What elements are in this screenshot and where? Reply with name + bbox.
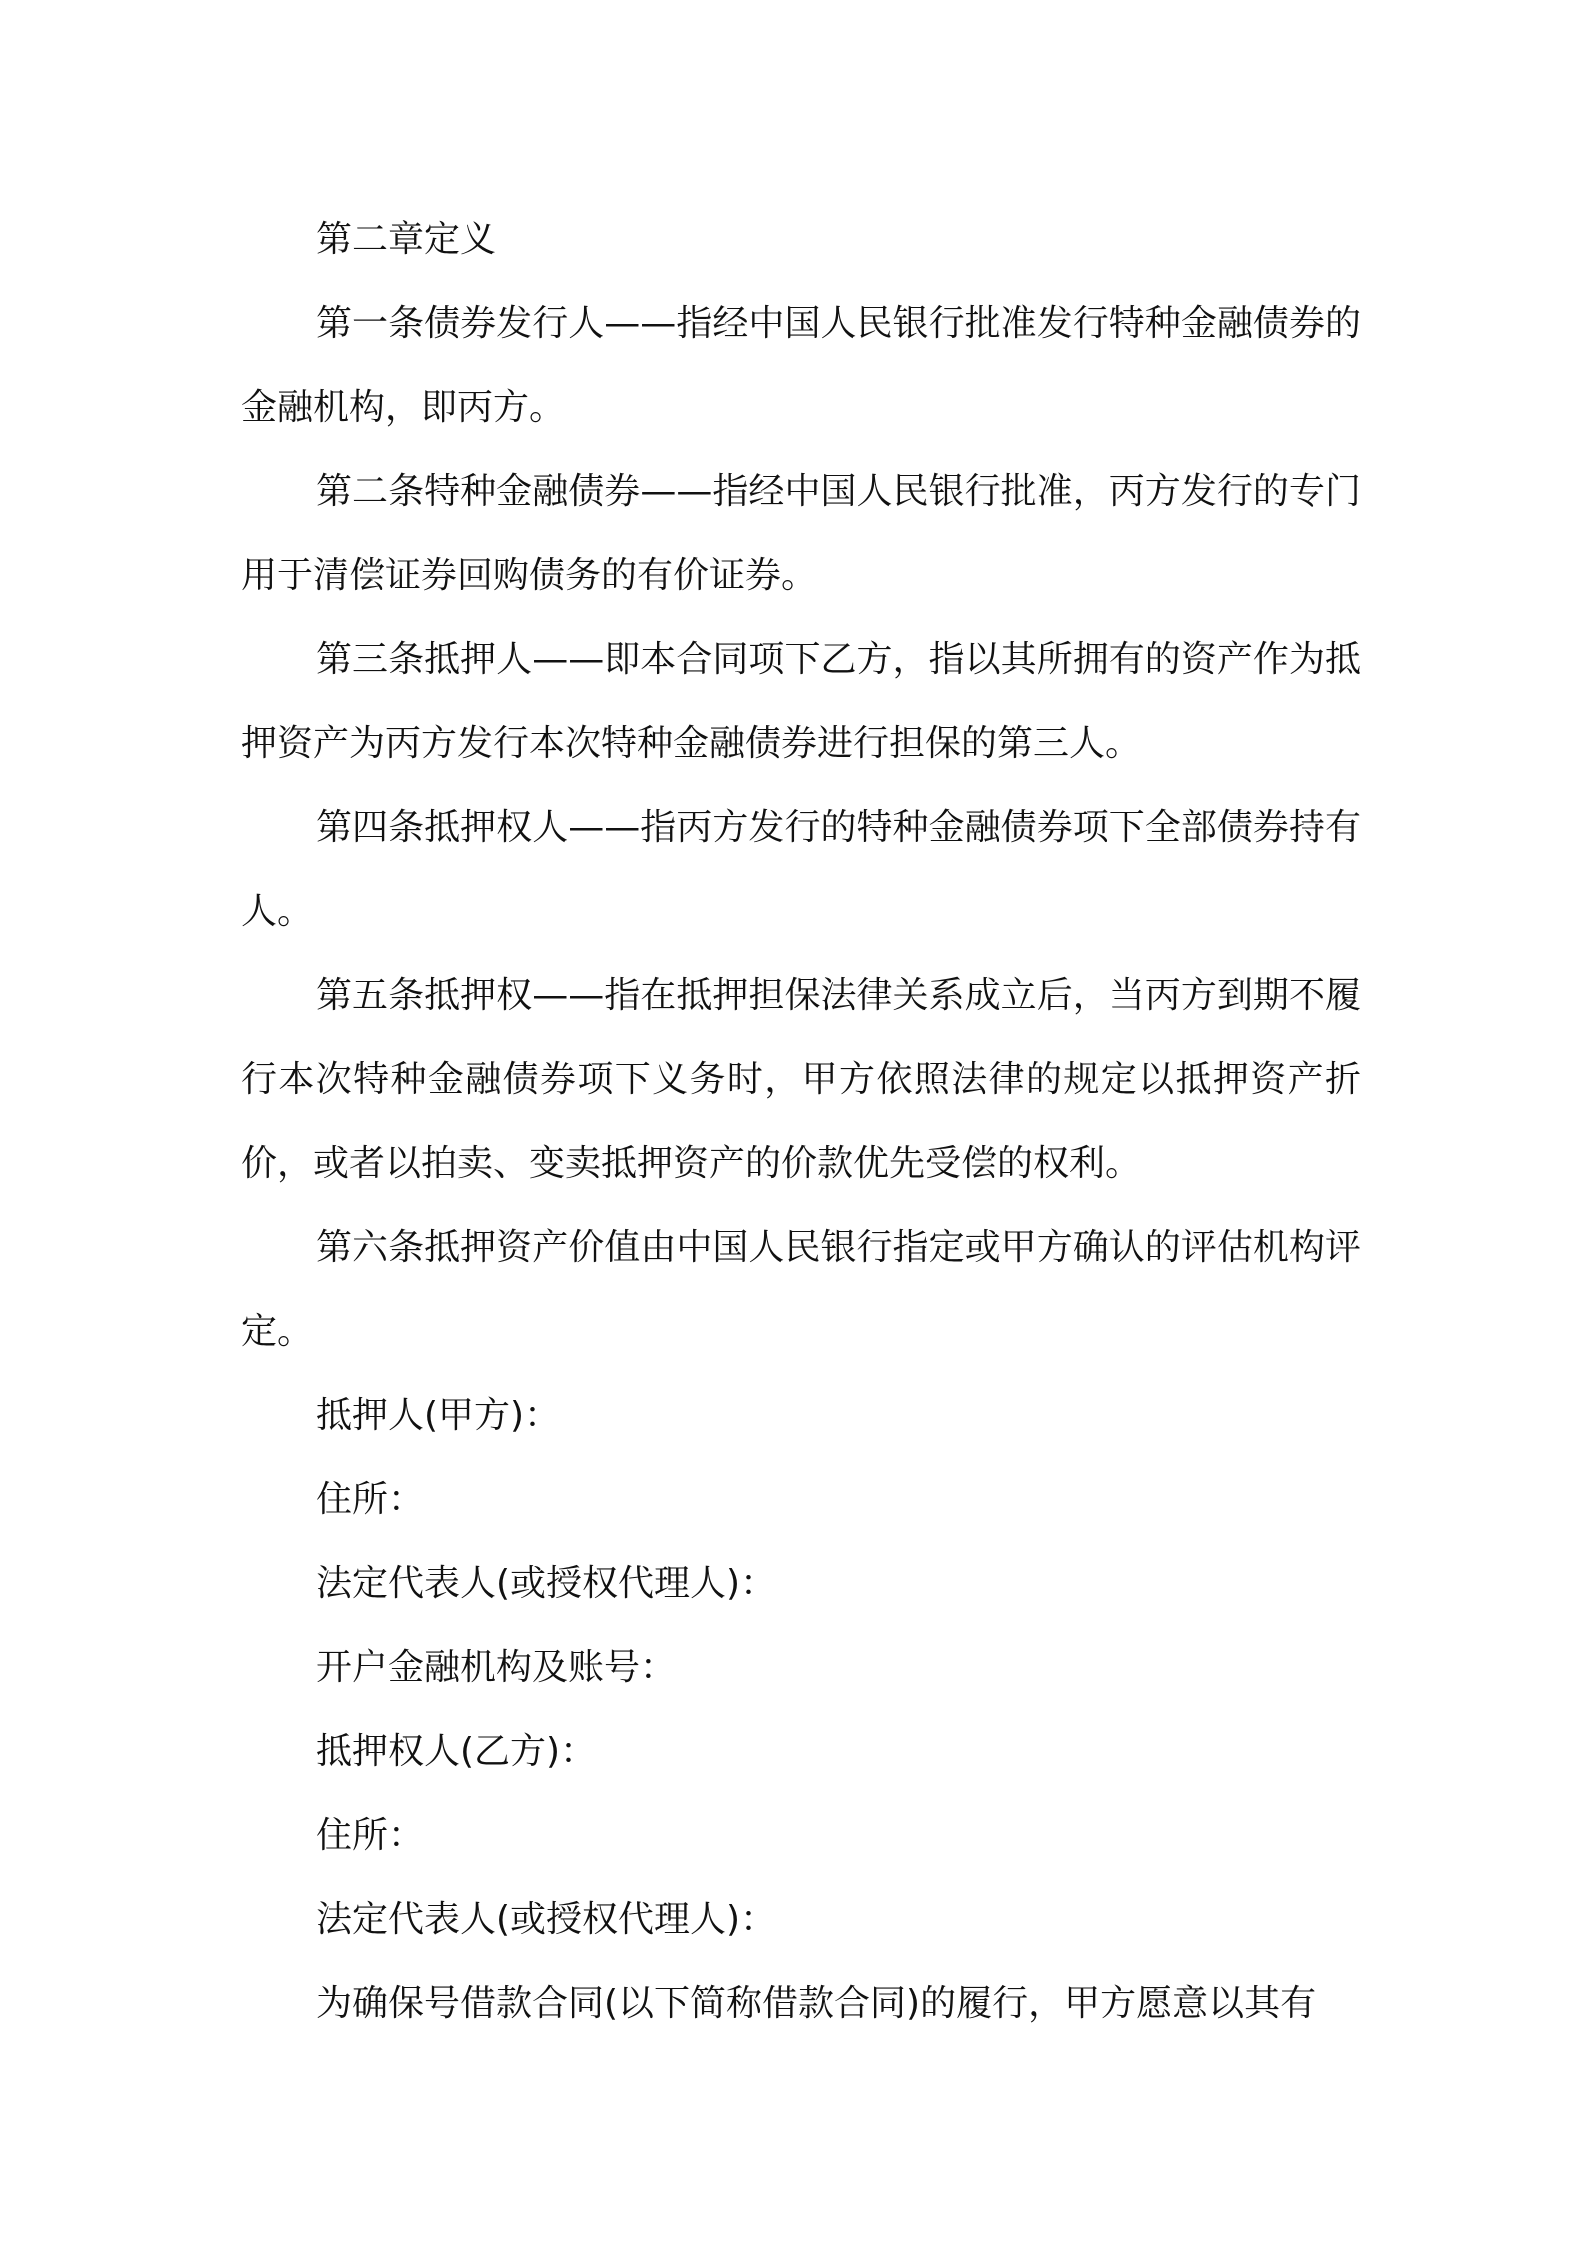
article-6: 第六条抵押资产价值由中国人民银行指定或甲方确认的评估机构评定。 — [241, 1227, 1361, 1352]
field-mortgagee: 抵押权人(乙方)： — [316, 1731, 597, 1772]
article-5: 第五条抵押权——指在抵押担保法律关系成立后，当丙方到期不履行本次特种金融债券项下义务时，甲方依照法律的规定以抵押资产折价，或者以拍卖、变卖抵押资产的价款优先受偿的权利。 — [241, 975, 1361, 1184]
article-4: 第四条抵押权人——指丙方发行的特种金融债券项下全部债券持有人。 — [241, 807, 1361, 932]
field-mortgagor-address: 住所： — [316, 1479, 425, 1520]
document-body — [241, 198, 1361, 2046]
article-2: 第二条特种金融债券——指经中国人民银行批准，丙方发行的专门用于清偿证券回购债务的有价证券。 — [241, 471, 1361, 596]
article-3: 第三条抵押人——即本合同项下乙方，指以其所拥有的资产作为抵押资产为丙方发行本次特种金融债券进行担保的第三人。 — [241, 639, 1361, 764]
field-bank-account: 开户金融机构及账号： — [316, 1647, 677, 1688]
closing-line: 为确保号借款合同(以下简称借款合同)的履行，甲方愿意以其有 — [316, 1983, 1317, 2024]
field-mortgagee-address: 住所： — [316, 1815, 425, 1856]
field-mortgagor-representative: 法定代表人(或授权代理人)： — [316, 1563, 777, 1604]
article-1: 第一条债券发行人——指经中国人民银行批准发行特种金融债券的金融机构，即丙方。 — [241, 303, 1361, 428]
chapter-title: 第二章定义 — [316, 219, 497, 260]
field-mortgagee-representative: 法定代表人(或授权代理人)： — [316, 1899, 777, 1940]
field-mortgagor: 抵押人(甲方)： — [316, 1395, 561, 1436]
